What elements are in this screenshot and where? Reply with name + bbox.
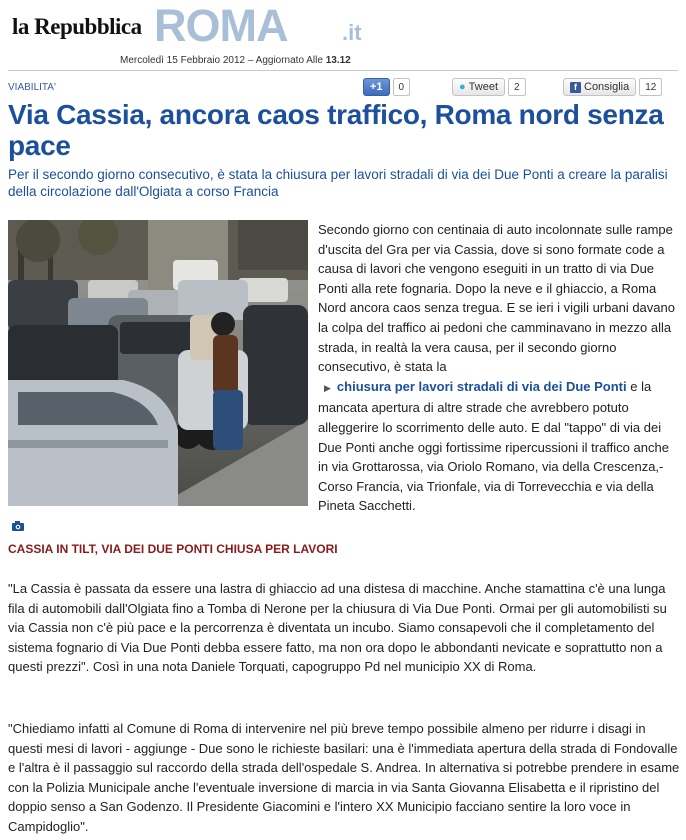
date-text: Mercoledì 15 Febbraio 2012 – Aggiornato Alle	[120, 55, 323, 66]
lead-text-before: Secondo giorno con centinaia di auto incolonnate sulle rampe d'uscita del Gra per via Cassia, dove si sono formate code a causa di lavori che vengono eseguiti in un tratto di via Due Ponti alla rete fognaria. Dopo la neve e il ghiaccio, a Roma Nord ancora caos senza tregua. E se ieri i vigili urbani davano la colpa del traffico ai pedoni che camminavano in mezzo alla strada, in realtà la vera causa, per il secondo giorno consecutivo, è stata la	[318, 222, 675, 375]
body-paragraph-1: "La Cassia è passata da essere una lastra di ghiaccio ad una distesa di macchine. Anche stamattina c'è una lunga fila di automobili dall'Olgiata fino a Tomba di Nerone per la chiusura di Via Due Ponti. Ormai per gli automobilisti su via Cassia non c'è più pace e la percorrenza è diventata un incubo. Siamo consapevoli che il completamento del sistema fognario di Via Due Ponti debba essere fatto, ma non ora dopo le abbondanti nevicate e soprattutto non a questi prezzi". Così in una nota Daniele Torquati, capogruppo Pd nel municipio XX di Roma.	[8, 581, 667, 675]
tweet-label: Tweet	[468, 81, 499, 93]
plusone-count: 0	[393, 78, 411, 96]
dateline	[120, 55, 351, 66]
lead-text-after: e la mancata apertura di altre strade che avrebbero potuto alleggerire lo scorrimento delle auto. E dal "tappo" di via dei Due Ponti anche oggi fortissime ripercussioni il traffico anche in via Grottarossa, via Oriolo Romano, via della Crescenza,- Corso Francia, via Trionfale, via di Torrevecchia e via della Pineta Sacchetti.	[318, 378, 669, 514]
facebook-icon: f	[570, 82, 581, 93]
header-divider	[8, 70, 678, 71]
article-summary: Per il secondo giorno consecutivo, è stata la chiusura per lavori stradali di via dei Due Ponti a creare la paralisi della circolazione dall'Olgiata a corso Francia	[8, 167, 668, 199]
like-button[interactable]	[563, 78, 636, 96]
like-widget	[563, 76, 662, 98]
tweet-widget	[452, 76, 526, 98]
brand-logo: la Repubblica	[12, 14, 142, 39]
article-photo[interactable]	[8, 220, 308, 506]
article-title: Via Cassia, ancora caos traffico, Roma nord senza pace	[8, 99, 664, 161]
tweet-count: 2	[508, 78, 526, 96]
camera-icon[interactable]	[12, 518, 24, 528]
article-lead	[318, 220, 682, 516]
updated-time: 13.12	[325, 55, 351, 66]
camera-glyph	[12, 521, 24, 531]
body-paragraph-2: "Chiediamo infatti al Comune di Roma di intervenire nel più breve tempo possibile almeno per ridurre i disagi in questi mesi di lavori - aggiunge - Due sono le richieste basilari: una è l'immediata apertura della strada di Fondovalle e l'altra è il passaggio sul raccordo della strada dell'ospedale S. Andrea. In alternativa si potrebbe prendere in esame con la Polizia Municipale anche l'eventuale inversione di marcia in via Santa Giovanna Elisabetta e il ripristino del doppio senso a San Godenzo. Il Presidente Giacomini e l'intero XX Municipio facciano sentire la loro voce in Campidoglio".	[8, 721, 680, 834]
related-article-link[interactable]: chiusura per lavori stradali di via dei Due Ponti	[336, 378, 627, 394]
twitter-bird-icon: ●	[459, 81, 466, 93]
triangle-right-icon: ▶	[324, 382, 331, 393]
plusone-widget	[363, 76, 410, 98]
plusone-button[interactable]: +1	[363, 78, 390, 96]
article-subhead: CASSIA IN TILT, VIA DEI DUE PONTI CHIUSA PER LAVORI	[8, 542, 338, 556]
like-label: Consiglia	[584, 81, 630, 93]
section-label[interactable]: VIABILITA'	[8, 82, 56, 93]
like-count: 12	[639, 78, 662, 96]
masthead[interactable]	[8, 0, 388, 52]
traffic-photo-illustration	[8, 220, 308, 506]
tweet-button[interactable]	[452, 78, 505, 96]
edition-tld: .it	[342, 20, 362, 45]
edition-logo: ROMA	[154, 0, 288, 51]
